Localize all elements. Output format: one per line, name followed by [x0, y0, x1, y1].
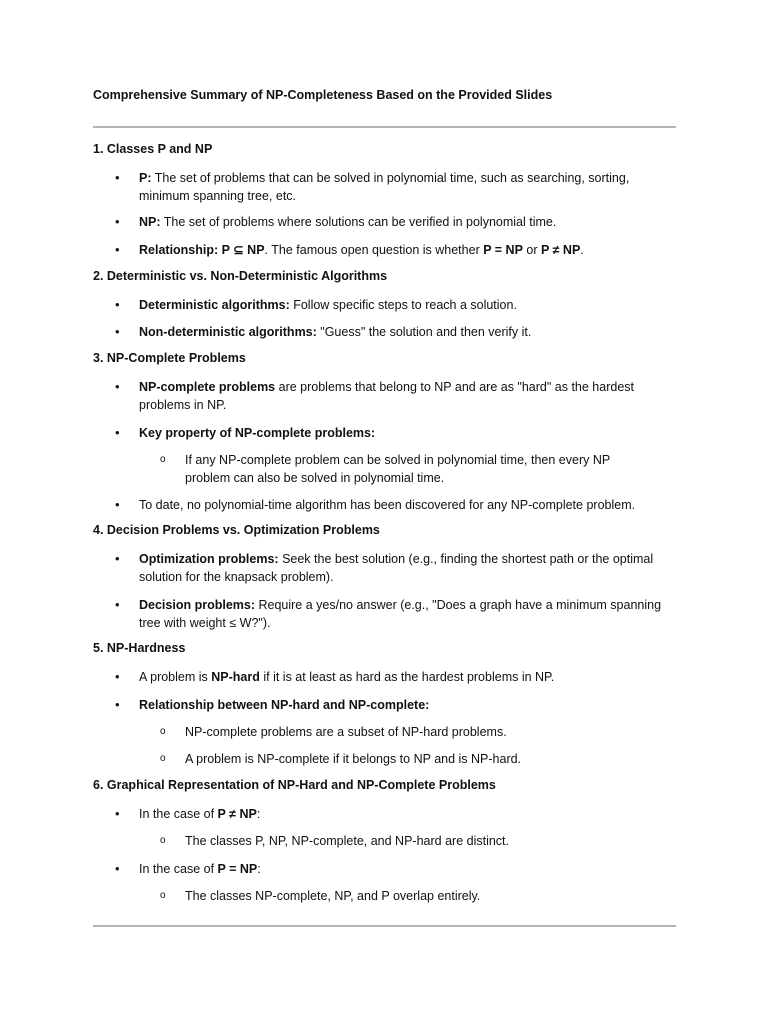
item-label: Deterministic algorithms: [139, 298, 290, 312]
list-item [139, 378, 669, 414]
list-item [139, 860, 669, 878]
item-text: Seek the best solution (e.g., finding the shortest path or the optimal solution for the knapsack problem). [139, 552, 654, 584]
item-text: : [256, 807, 261, 821]
section-heading: 6. Graphical Representation of NP-Hard and NP-Complete Problems [93, 778, 496, 792]
sub-bullet-icon: o [160, 753, 166, 764]
item-text: Require a yes/no answer (e.g., "Does a graph have a minimum spanning tree with weight ≤ W?"). [139, 598, 662, 630]
item-emphasis: P ≠ NP [541, 243, 581, 257]
list-item [139, 668, 669, 686]
item-emphasis: NP-hard [211, 670, 260, 684]
list-item [139, 550, 669, 586]
item-label: NP-complete problems [139, 380, 276, 394]
item-label: Optimization problems: [139, 552, 279, 566]
item-text: . The famous open question is whether [264, 243, 484, 257]
bullet-icon: • [115, 170, 120, 185]
item-label: Key property of NP-complete problems: [139, 426, 376, 440]
sub-bullet-icon: o [160, 890, 166, 901]
section-heading: 1. Classes P and NP [93, 142, 213, 156]
bullet-icon: • [115, 597, 120, 612]
bullet-icon: • [115, 242, 120, 257]
item-emphasis: P = NP [483, 243, 523, 257]
bullet-icon: • [115, 861, 120, 876]
bullet-icon: • [115, 425, 120, 440]
list-item [139, 241, 669, 259]
item-text: . [580, 243, 584, 257]
list-item [139, 805, 669, 823]
bullet-icon: • [115, 214, 120, 229]
bullet-icon: • [115, 669, 120, 684]
item-text: A problem is [139, 670, 212, 684]
item-label: Decision problems: [139, 598, 255, 612]
item-text: The set of problems where solutions can be verified in polynomial time. [160, 215, 557, 229]
item-label: P: [139, 171, 152, 185]
item-text: or [522, 243, 541, 257]
item-label: Relationship: P ⊆ NP [139, 243, 265, 257]
sub-list-item: A problem is NP-complete if it belongs to NP and is NP-hard. [185, 752, 522, 766]
list-item [139, 213, 669, 231]
bullet-icon: • [115, 324, 120, 339]
sub-bullet-icon: o [160, 726, 166, 737]
document-title: Comprehensive Summary of NP-Completeness Based on the Provided Slides [93, 88, 553, 102]
section-heading: 3. NP-Complete Problems [93, 351, 246, 365]
bullet-icon: • [115, 551, 120, 566]
item-text: : [257, 862, 261, 876]
sub-list-item: If any NP-complete problem can be solved in polynomial time, then every NP problem can also be solved in polynomial time. [185, 453, 610, 485]
item-text: In the case of [139, 862, 218, 876]
bullet-icon: • [115, 497, 120, 512]
item-label: Non-deterministic algorithms: [139, 325, 317, 339]
bullet-icon: • [115, 806, 120, 821]
top-divider [93, 126, 676, 128]
bullet-icon: • [115, 379, 120, 394]
sub-bullet-icon: o [160, 835, 166, 846]
item-text: if it is at least as hard as the hardest problems in NP. [259, 670, 555, 684]
section-heading: 2. Deterministic vs. Non-Deterministic Algorithms [93, 269, 388, 283]
item-text: The set of problems that can be solved in polynomial time, such as searching, sorting, minimum spanning tree, etc. [139, 171, 630, 203]
item-emphasis: P ≠ NP [217, 807, 257, 821]
list-item [139, 696, 669, 714]
item-label: Relationship between NP-hard and NP-complete: [139, 698, 430, 712]
item-text: Follow specific steps to reach a solution. [289, 298, 517, 312]
item-text: In the case of [139, 807, 218, 821]
sub-list-item: The classes NP-complete, NP, and P overlap entirely. [185, 889, 481, 903]
item-text: "Guess" the solution and then verify it. [316, 325, 532, 339]
list-item [139, 296, 669, 314]
item-text: are problems that belong to NP and are as "hard" as the hardest problems in NP. [139, 380, 635, 412]
list-item [139, 169, 669, 205]
bullet-icon: • [115, 697, 120, 712]
item-label: NP: [139, 215, 161, 229]
list-item: To date, no polynomial-time algorithm has been discovered for any NP-complete problem. [139, 498, 636, 512]
sub-list-item: The classes P, NP, NP-complete, and NP-hard are distinct. [185, 834, 509, 848]
bullet-icon: • [115, 297, 120, 312]
bottom-divider [93, 925, 676, 927]
list-item [139, 424, 669, 442]
list-item [139, 596, 669, 632]
list-item [139, 323, 669, 341]
sub-bullet-icon: o [160, 454, 166, 465]
section-heading: 5. NP-Hardness [93, 641, 186, 655]
item-emphasis: P = NP [217, 862, 258, 876]
sub-list-item: NP-complete problems are a subset of NP-hard problems. [185, 725, 507, 739]
section-heading: 4. Decision Problems vs. Optimization Problems [93, 523, 380, 537]
